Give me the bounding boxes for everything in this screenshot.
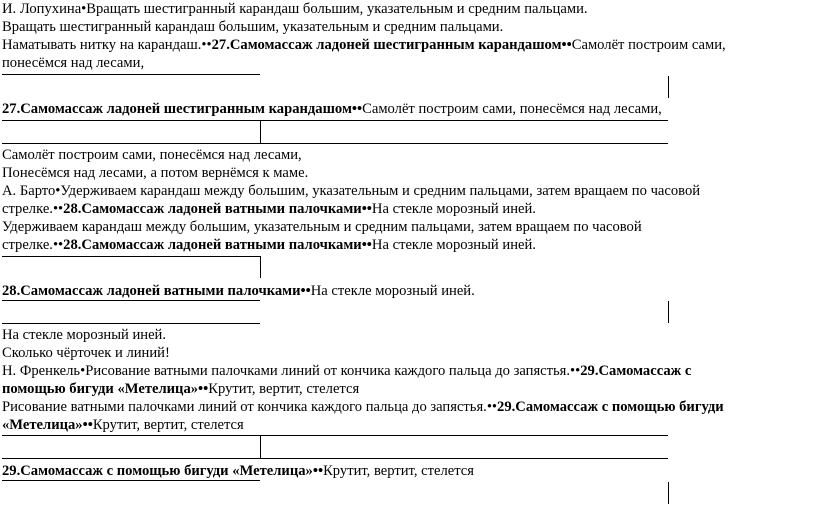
separator-bar <box>668 301 669 323</box>
separator-bar <box>668 76 669 98</box>
body-text: стрелке.•• <box>2 201 64 217</box>
text-line <box>2 164 808 182</box>
body-text: Крутит, вертит, стелется <box>323 463 474 479</box>
body-text: Рисование ватными палочками линий от кончика каждого пальца до запястья.•• <box>2 399 498 415</box>
body-text: На стекле морозный иней. <box>2 327 167 343</box>
body-text: понесёмся над лесами, <box>2 55 145 71</box>
text-line <box>2 416 808 434</box>
text-line <box>2 0 808 18</box>
separator-rule <box>2 120 668 121</box>
body-text: Понесёмся над лесами, а потом вернёмся к маме. <box>2 165 309 181</box>
bold-heading-text: 29.Самомассаж с помощью бигуди «Метелица»•• <box>2 463 324 479</box>
bold-heading-text: 28.Самомассаж ладоней ватными палочками•• <box>2 283 311 299</box>
body-text: Самолёт построим сами, <box>571 37 726 53</box>
text-line <box>2 362 808 380</box>
separator-bar <box>260 121 261 143</box>
text-paragraph <box>2 100 808 118</box>
text-line <box>2 182 808 200</box>
bold-heading-text: 27.Самомассаж ладоней шестигранным карандашом•• <box>2 101 363 117</box>
body-text: Самолёт построим сами, понесёмся над лесами, <box>362 101 662 117</box>
text-line <box>2 326 808 344</box>
text-line <box>2 54 808 72</box>
text-paragraph <box>2 462 808 480</box>
body-text: Сколько чёрточек и линий! <box>2 345 170 361</box>
bold-heading-text: «Метелица»•• <box>2 417 93 433</box>
body-text: Крутит, вертит, стелется <box>92 417 244 433</box>
separator-rule <box>2 435 668 436</box>
bold-heading-text: 29.Самомассаж с <box>580 363 692 379</box>
text-line <box>2 218 808 236</box>
text-line <box>2 462 808 480</box>
text-paragraph <box>2 326 808 434</box>
body-text: А. Барто•Удерживаем карандаш между большим, указательным и средним пальцами, затем вращаем по часовой <box>2 183 701 199</box>
body-text: Н. Френкель•Рисование ватными палочками линий от кончика каждого пальца до запястья.•• <box>2 363 581 379</box>
text-line <box>2 380 808 398</box>
text-line <box>2 146 808 164</box>
separator-bar <box>668 482 669 504</box>
separator-rule <box>2 143 668 144</box>
body-text: На стекле морозный иней. <box>371 237 536 253</box>
text-line <box>2 36 808 54</box>
body-text: Самолёт построим сами, понесёмся над лесами, <box>2 147 302 163</box>
bold-heading-text: помощью бигуди «Метелица»•• <box>2 381 209 397</box>
text-line <box>2 344 808 362</box>
bold-heading-text: 28.Самомассаж ладоней ватными палочками•• <box>63 201 372 217</box>
separator-rule <box>2 458 668 459</box>
bold-heading-text: 29.Самомассаж с помощью бигуди <box>497 399 724 415</box>
separator-rule <box>2 74 260 75</box>
body-text: Наматывать нитку на карандаш.•• <box>2 37 212 53</box>
body-text: На стекле морозный иней. <box>310 283 475 299</box>
text-paragraph <box>2 282 808 300</box>
body-text: Крутит, вертит, стелется <box>208 381 360 397</box>
text-line <box>2 100 808 118</box>
separator-rule <box>2 323 260 324</box>
text-line <box>2 282 808 300</box>
separator-rule <box>2 300 260 301</box>
text-paragraph <box>2 146 808 254</box>
text-paragraph <box>2 0 808 72</box>
separator-rule <box>2 480 260 481</box>
body-text: Удерживаем карандаш между большим, указательным и средним пальцами, затем вращаем по часовой <box>2 219 642 235</box>
separator-bar <box>260 436 261 458</box>
body-text: Вращать шестигранный карандаш большим, указательным и средним пальцами. <box>2 19 504 35</box>
text-line <box>2 18 808 36</box>
text-line <box>2 236 808 254</box>
body-text: стрелке.•• <box>2 237 64 253</box>
text-line <box>2 398 808 416</box>
bold-heading-text: 27.Самомассаж ладоней шестигранным карандашом•• <box>211 37 572 53</box>
body-text: И. Лопухина•Вращать шестигранный карандаш большим, указательным и средним пальцами. <box>2 1 588 17</box>
body-text: На стекле морозный иней. <box>371 201 536 217</box>
separator-rule <box>2 256 260 257</box>
separator-bar <box>260 256 261 278</box>
bold-heading-text: 28.Самомассаж ладоней ватными палочками•• <box>63 237 372 253</box>
text-line <box>2 200 808 218</box>
